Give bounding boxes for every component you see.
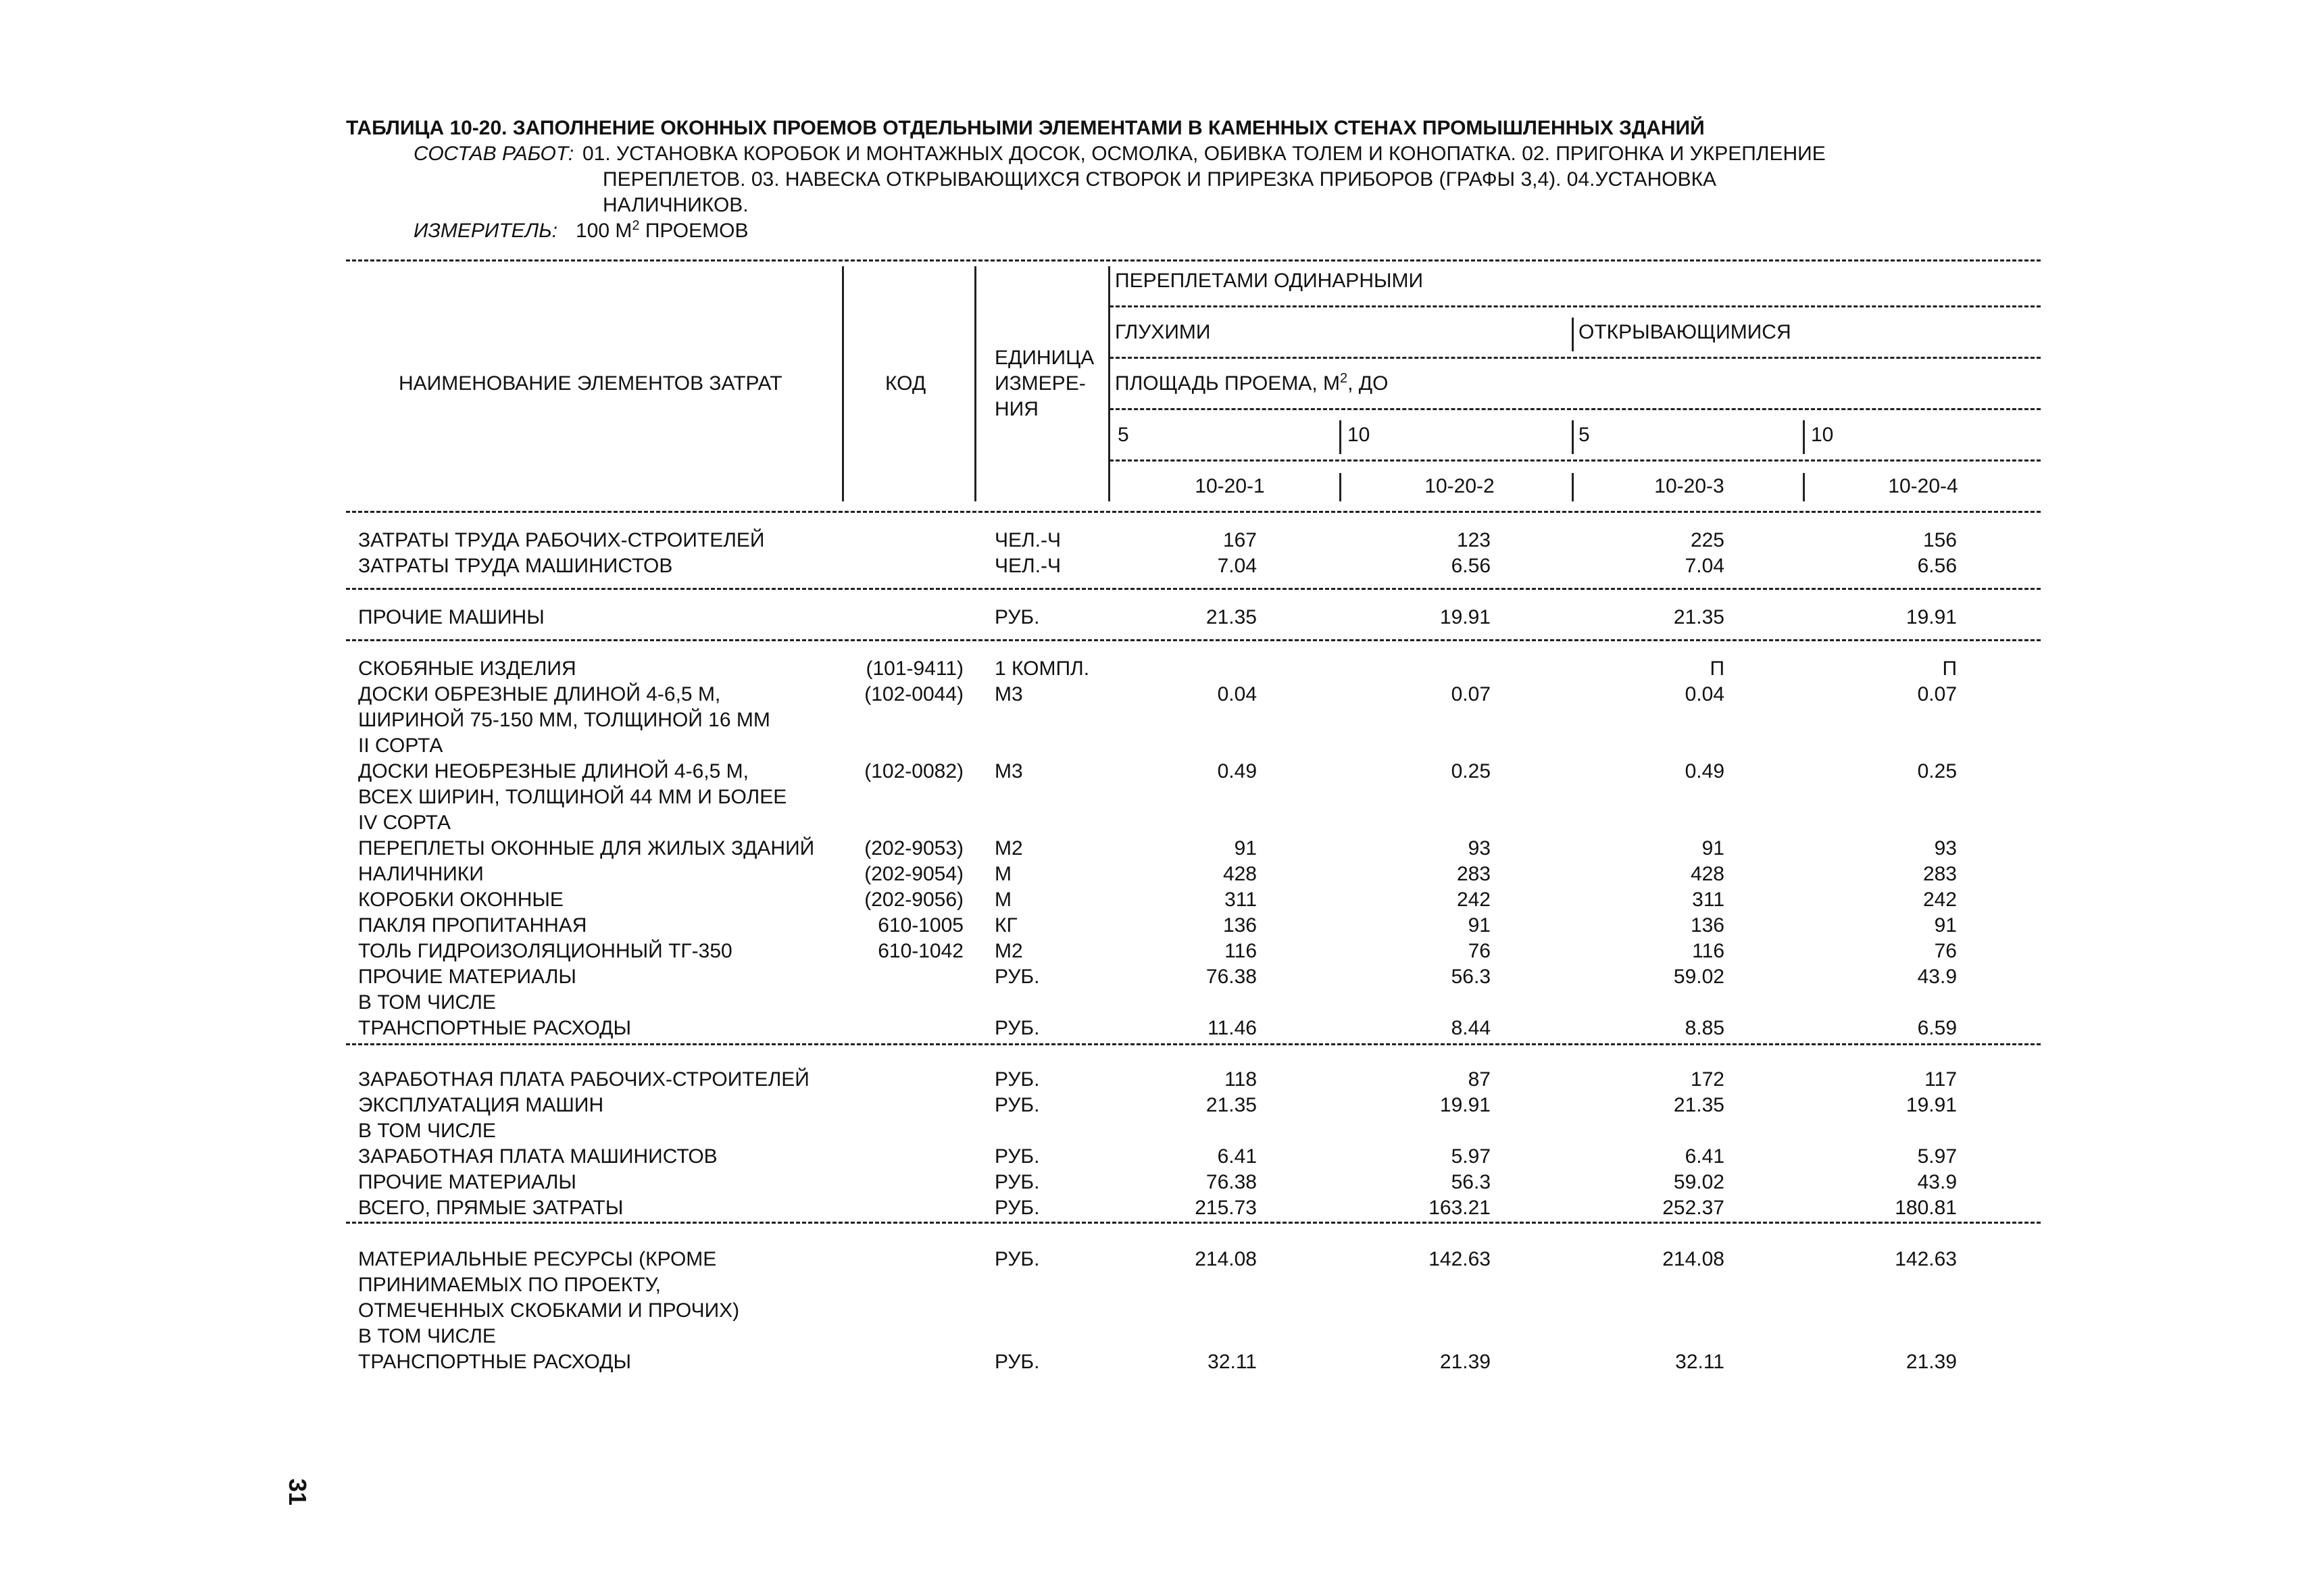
row-value-col-4: 91: [1934, 914, 1957, 937]
row-unit: КГ: [995, 914, 1018, 937]
header-sep-code-3: [1803, 473, 1805, 501]
row-unit: РУБ.: [995, 1351, 1040, 1373]
header-area: ПЛОЩАДЬ ПРОЕМА, $М^2$, ДО: [1115, 371, 1389, 395]
row-value-col-1: 76.38: [1205, 1171, 1257, 1193]
header-code-2: 10-20-2: [1424, 475, 1495, 497]
row-value-col-3: 214.08: [1662, 1248, 1724, 1270]
row-name: В ТОМ ЧИСЛЕ: [358, 1120, 496, 1142]
page-number: 31: [284, 1478, 312, 1506]
row-value-col-3: 136: [1690, 914, 1724, 937]
header-sep-name: [842, 266, 844, 501]
row-name: ЭКСПЛУАТАЦИЯ МАШИН: [358, 1094, 604, 1116]
row-value-col-3: 0.49: [1685, 760, 1724, 782]
row-name: ПРОЧИЕ МАТЕРИАЛЫ: [358, 1171, 576, 1193]
row-unit: ЧЕЛ.-Ч: [995, 555, 1062, 577]
row-name: ДОСКИ НЕОБРЕЗНЫЕ ДЛИНОЙ 4-6,5 М,: [358, 760, 749, 782]
row-name: СКОБЯНЫЕ ИЗДЕЛИЯ: [358, 657, 576, 680]
header-size-3: 5: [1578, 424, 1590, 446]
row-value-col-1: 7.04: [1217, 555, 1257, 577]
header-sep-size-1: [1339, 420, 1341, 454]
header-blind: ГЛУХИМИ: [1115, 321, 1211, 343]
row-value-col-4: 5.97: [1917, 1145, 1957, 1168]
row-unit: М2: [995, 837, 1023, 859]
header-bottom-rule: [346, 511, 2041, 513]
row-value-col-4: 0.07: [1917, 683, 1957, 705]
row-name: IV СОРТА: [358, 812, 451, 834]
row-name: ЗАТРАТЫ ТРУДА РАБОЧИХ-СТРОИТЕЛЕЙ: [358, 529, 765, 551]
row-value-col-2: 8.44: [1451, 1017, 1491, 1039]
row-name: КОРОБКИ ОКОННЫЕ: [358, 889, 564, 911]
row-value-col-3: 311: [1692, 889, 1724, 911]
section-rule-4: [346, 1222, 2041, 1224]
row-code: (202-9053): [864, 837, 964, 859]
row-value-col-2: 283: [1456, 863, 1491, 885]
row-value-col-4: 19.91: [1906, 1094, 1957, 1116]
row-value-col-4: 76: [1934, 940, 1957, 962]
header-opening: ОТКРЫВАЮЩИМИСЯ: [1578, 321, 1791, 343]
section-rule-2: [346, 639, 2041, 641]
row-value-col-1: 11.46: [1208, 1017, 1257, 1039]
row-value-col-2: 56.3: [1451, 1171, 1491, 1193]
row-unit: РУБ.: [995, 1094, 1040, 1116]
row-value-col-1: 6.41: [1217, 1145, 1257, 1168]
row-value-col-1: 21.35: [1205, 606, 1257, 628]
row-value-col-2: 142.63: [1428, 1248, 1491, 1270]
row-value-col-3: 91: [1701, 837, 1724, 859]
row-value-col-3: 8.85: [1685, 1017, 1724, 1039]
header-top-rule: [346, 259, 2041, 261]
section-rule-3: [346, 1043, 2041, 1045]
header-sep-kind: [1572, 318, 1574, 351]
header-sep-size-3: [1803, 420, 1805, 454]
measure-label: ИЗМЕРИТЕЛЬ:: [414, 220, 558, 242]
row-value-col-4: 180.81: [1895, 1197, 1957, 1219]
row-value-col-2: 91: [1468, 914, 1491, 937]
row-name: ВСЕГО, ПРЯМЫЕ ЗАТРАТЫ: [358, 1197, 624, 1219]
row-unit: М: [995, 889, 1012, 911]
work-line-1: 01. УСТАНОВКА КОРОБОК И МОНТАЖНЫХ ДОСОК, ОСМОЛКА, ОБИВКА ТОЛЕМ И КОНОПАТКА. 02. ПРИГОНКА И УКРЕПЛЕНИЕ: [582, 143, 1826, 165]
row-unit: РУБ.: [995, 1248, 1040, 1270]
row-value-col-3: 225: [1690, 529, 1724, 551]
row-value-col-1: 76.38: [1205, 966, 1257, 988]
row-value-col-4: 43.9: [1917, 1171, 1957, 1193]
row-code: (202-9054): [864, 863, 964, 885]
row-value-col-3: 252.37: [1662, 1197, 1724, 1219]
row-unit: РУБ.: [995, 1197, 1040, 1219]
work-label: СОСТАВ РАБОТ:: [414, 143, 574, 165]
row-value-col-4: 117: [1924, 1068, 1957, 1091]
row-unit: РУБ.: [995, 1068, 1040, 1091]
row-value-col-4: 93: [1934, 837, 1957, 859]
row-value-col-2: 6.56: [1451, 555, 1491, 577]
row-name: ЗАРАБОТНАЯ ПЛАТА РАБОЧИХ-СТРОИТЕЛЕЙ: [358, 1068, 810, 1091]
row-value-col-3: П: [1710, 657, 1724, 680]
row-value-col-1: 116: [1224, 940, 1257, 962]
row-name: НАЛИЧНИКИ: [358, 863, 484, 885]
row-code: (102-0082): [864, 760, 964, 782]
header-size-4: 10: [1811, 424, 1834, 446]
row-value-col-2: 19.91: [1439, 1094, 1491, 1116]
row-name: МАТЕРИАЛЬНЫЕ РЕСУРСЫ (КРОМЕ: [358, 1248, 717, 1270]
row-value-col-1: 167: [1222, 529, 1257, 551]
header-sep-unit: [1108, 266, 1110, 501]
header-rule-group: [1110, 305, 2041, 307]
header-sep-size-2: [1572, 420, 1574, 454]
header-unit-1: ЕДИНИЦА: [995, 347, 1095, 369]
row-value-col-1: 21.35: [1205, 1094, 1257, 1116]
row-value-col-4: 0.25: [1917, 760, 1957, 782]
row-value-col-2: 87: [1468, 1068, 1491, 1091]
row-value-col-3: 116: [1692, 940, 1724, 962]
row-value-col-1: 215.73: [1195, 1197, 1257, 1219]
row-value-col-4: 142.63: [1895, 1248, 1957, 1270]
header-group: ПЕРЕПЛЕТАМИ ОДИНАРНЫМИ: [1115, 270, 1424, 292]
row-value-col-1: 0.49: [1217, 760, 1257, 782]
row-unit: РУБ.: [995, 1145, 1040, 1168]
row-value-col-2: 0.25: [1451, 760, 1491, 782]
row-value-col-3: 7.04: [1685, 555, 1724, 577]
row-value-col-1: 0.04: [1217, 683, 1257, 705]
row-value-col-4: 21.39: [1906, 1351, 1957, 1373]
header-code: КОД: [885, 372, 926, 395]
row-name: ЗАРАБОТНАЯ ПЛАТА МАШИНИСТОВ: [358, 1145, 718, 1168]
table-title: ТАБЛИЦА 10-20. ЗАПОЛНЕНИЕ ОКОННЫХ ПРОЕМОВ ОТДЕЛЬНЫМИ ЭЛЕМЕНТАМИ В КАМЕННЫХ СТЕНАХ ПРОМЫШЛЕННЫХ ЗДАНИЙ: [346, 117, 1705, 139]
row-name: II СОРТА: [358, 734, 443, 757]
row-name: ПЕРЕПЛЕТЫ ОКОННЫЕ ДЛЯ ЖИЛЫХ ЗДАНИЙ: [358, 837, 815, 859]
row-unit: ЧЕЛ.-Ч: [995, 529, 1062, 551]
row-value-col-2: 19.91: [1439, 606, 1491, 628]
row-name: В ТОМ ЧИСЛЕ: [358, 1325, 496, 1347]
row-name: В ТОМ ЧИСЛЕ: [358, 991, 496, 1014]
work-line-3: НАЛИЧНИКОВ.: [603, 194, 749, 216]
row-name: ТРАНСПОРТНЫЕ РАСХОДЫ: [358, 1017, 632, 1039]
row-value-col-2: 163.21: [1428, 1197, 1491, 1219]
row-name: ВСЕХ ШИРИН, ТОЛЩИНОЙ 44 ММ И БОЛЕЕ: [358, 786, 787, 808]
row-value-col-2: 123: [1456, 529, 1491, 551]
header-name: НАИМЕНОВАНИЕ ЭЛЕМЕНТОВ ЗАТРАТ: [399, 372, 782, 395]
row-value-col-4: 283: [1922, 863, 1957, 885]
row-code: 610-1042: [878, 940, 964, 962]
row-unit: М3: [995, 683, 1023, 705]
row-value-col-3: 59.02: [1673, 1171, 1724, 1193]
header-sep-code: [974, 266, 976, 501]
row-name: ОТМЕЧЕННЫХ СКОБКАМИ И ПРОЧИХ): [358, 1299, 740, 1322]
header-rule-kind: [1110, 357, 2041, 359]
row-value-col-1: 136: [1222, 914, 1257, 937]
row-name: ПРИНИМАЕМЫХ ПО ПРОЕКТУ,: [358, 1274, 661, 1296]
row-name: ПАКЛЯ ПРОПИТАННАЯ: [358, 914, 587, 937]
row-value-col-3: 428: [1690, 863, 1724, 885]
row-unit: М3: [995, 760, 1023, 782]
row-value-col-2: 56.3: [1451, 966, 1491, 988]
row-value-col-4: 6.56: [1917, 555, 1957, 577]
row-name: ТРАНСПОРТНЫЕ РАСХОДЫ: [358, 1351, 632, 1373]
row-name: ПРОЧИЕ МАТЕРИАЛЫ: [358, 966, 576, 988]
row-value-col-3: 6.41: [1685, 1145, 1724, 1168]
section-rule-1: [346, 588, 2041, 590]
row-unit: М2: [995, 940, 1023, 962]
row-value-col-4: 156: [1922, 529, 1957, 551]
row-name: ШИРИНОЙ 75-150 ММ, ТОЛЩИНОЙ 16 ММ: [358, 709, 770, 731]
row-value-col-4: 6.59: [1917, 1017, 1957, 1039]
row-name: ЗАТРАТЫ ТРУДА МАШИНИСТОВ: [358, 555, 673, 577]
row-value-col-1: 32.11: [1208, 1351, 1257, 1373]
row-value-col-4: 43.9: [1917, 966, 1957, 988]
row-value-col-4: 242: [1922, 889, 1957, 911]
header-code-4: 10-20-4: [1888, 475, 1958, 497]
measure-value: 100 $М^2$ ПРОЕМОВ: [576, 218, 749, 242]
header-sep-code-1: [1339, 473, 1341, 501]
row-value-col-1: 214.08: [1195, 1248, 1257, 1270]
row-value-col-2: 0.07: [1451, 683, 1491, 705]
row-value-col-3: 59.02: [1673, 966, 1724, 988]
row-value-col-3: 21.35: [1673, 606, 1724, 628]
row-unit: РУБ.: [995, 1017, 1040, 1039]
row-value-col-4: 19.91: [1906, 606, 1957, 628]
row-value-col-2: 5.97: [1451, 1145, 1491, 1168]
row-value-col-4: П: [1942, 657, 1957, 680]
header-sep-code-2: [1572, 473, 1574, 501]
row-value-col-3: 172: [1690, 1068, 1724, 1091]
header-code-1: 10-20-1: [1195, 475, 1265, 497]
row-value-col-3: 21.35: [1673, 1094, 1724, 1116]
row-name: ДОСКИ ОБРЕЗНЫЕ ДЛИНОЙ 4-6,5 М,: [358, 683, 721, 705]
row-code: (202-9056): [864, 889, 964, 911]
row-value-col-3: 32.11: [1675, 1351, 1724, 1373]
row-unit: М: [995, 863, 1012, 885]
row-value-col-2: 93: [1468, 837, 1491, 859]
row-code: 610-1005: [878, 914, 964, 937]
row-unit: РУБ.: [995, 606, 1040, 628]
row-code: (102-0044): [864, 683, 964, 705]
header-size-2: 10: [1347, 424, 1370, 446]
row-value-col-1: 311: [1224, 889, 1257, 911]
header-unit-2: ИЗМЕРЕ-: [995, 372, 1086, 395]
work-line-2: ПЕРЕПЛЕТОВ. 03. НАВЕСКА ОТКРЫВАЮЩИХСЯ СТВОРОК И ПРИРЕЗКА ПРИБОРОВ (ГРАФЫ 3,4). 04.УСТАНОВКА: [603, 168, 1717, 191]
row-value-col-1: 91: [1234, 837, 1257, 859]
header-unit-3: НИЯ: [995, 398, 1039, 420]
row-value-col-2: 76: [1468, 940, 1491, 962]
row-value-col-1: 428: [1222, 863, 1257, 885]
row-value-col-2: 21.39: [1439, 1351, 1491, 1373]
row-unit: РУБ.: [995, 1171, 1040, 1193]
row-value-col-1: 118: [1224, 1068, 1257, 1091]
row-unit: 1 КОМПЛ.: [995, 657, 1090, 680]
header-code-3: 10-20-3: [1654, 475, 1724, 497]
header-rule-size: [1110, 459, 2041, 462]
row-value-col-2: 242: [1456, 889, 1491, 911]
header-size-1: 5: [1118, 424, 1129, 446]
row-unit: РУБ.: [995, 966, 1040, 988]
row-name: ПРОЧИЕ МАШИНЫ: [358, 606, 545, 628]
row-value-col-3: 0.04: [1685, 683, 1724, 705]
row-code: (101-9411): [866, 657, 964, 680]
header-rule-area: [1110, 408, 2041, 410]
row-name: ТОЛЬ ГИДРОИЗОЛЯЦИОННЫЙ ТГ-350: [358, 940, 732, 962]
